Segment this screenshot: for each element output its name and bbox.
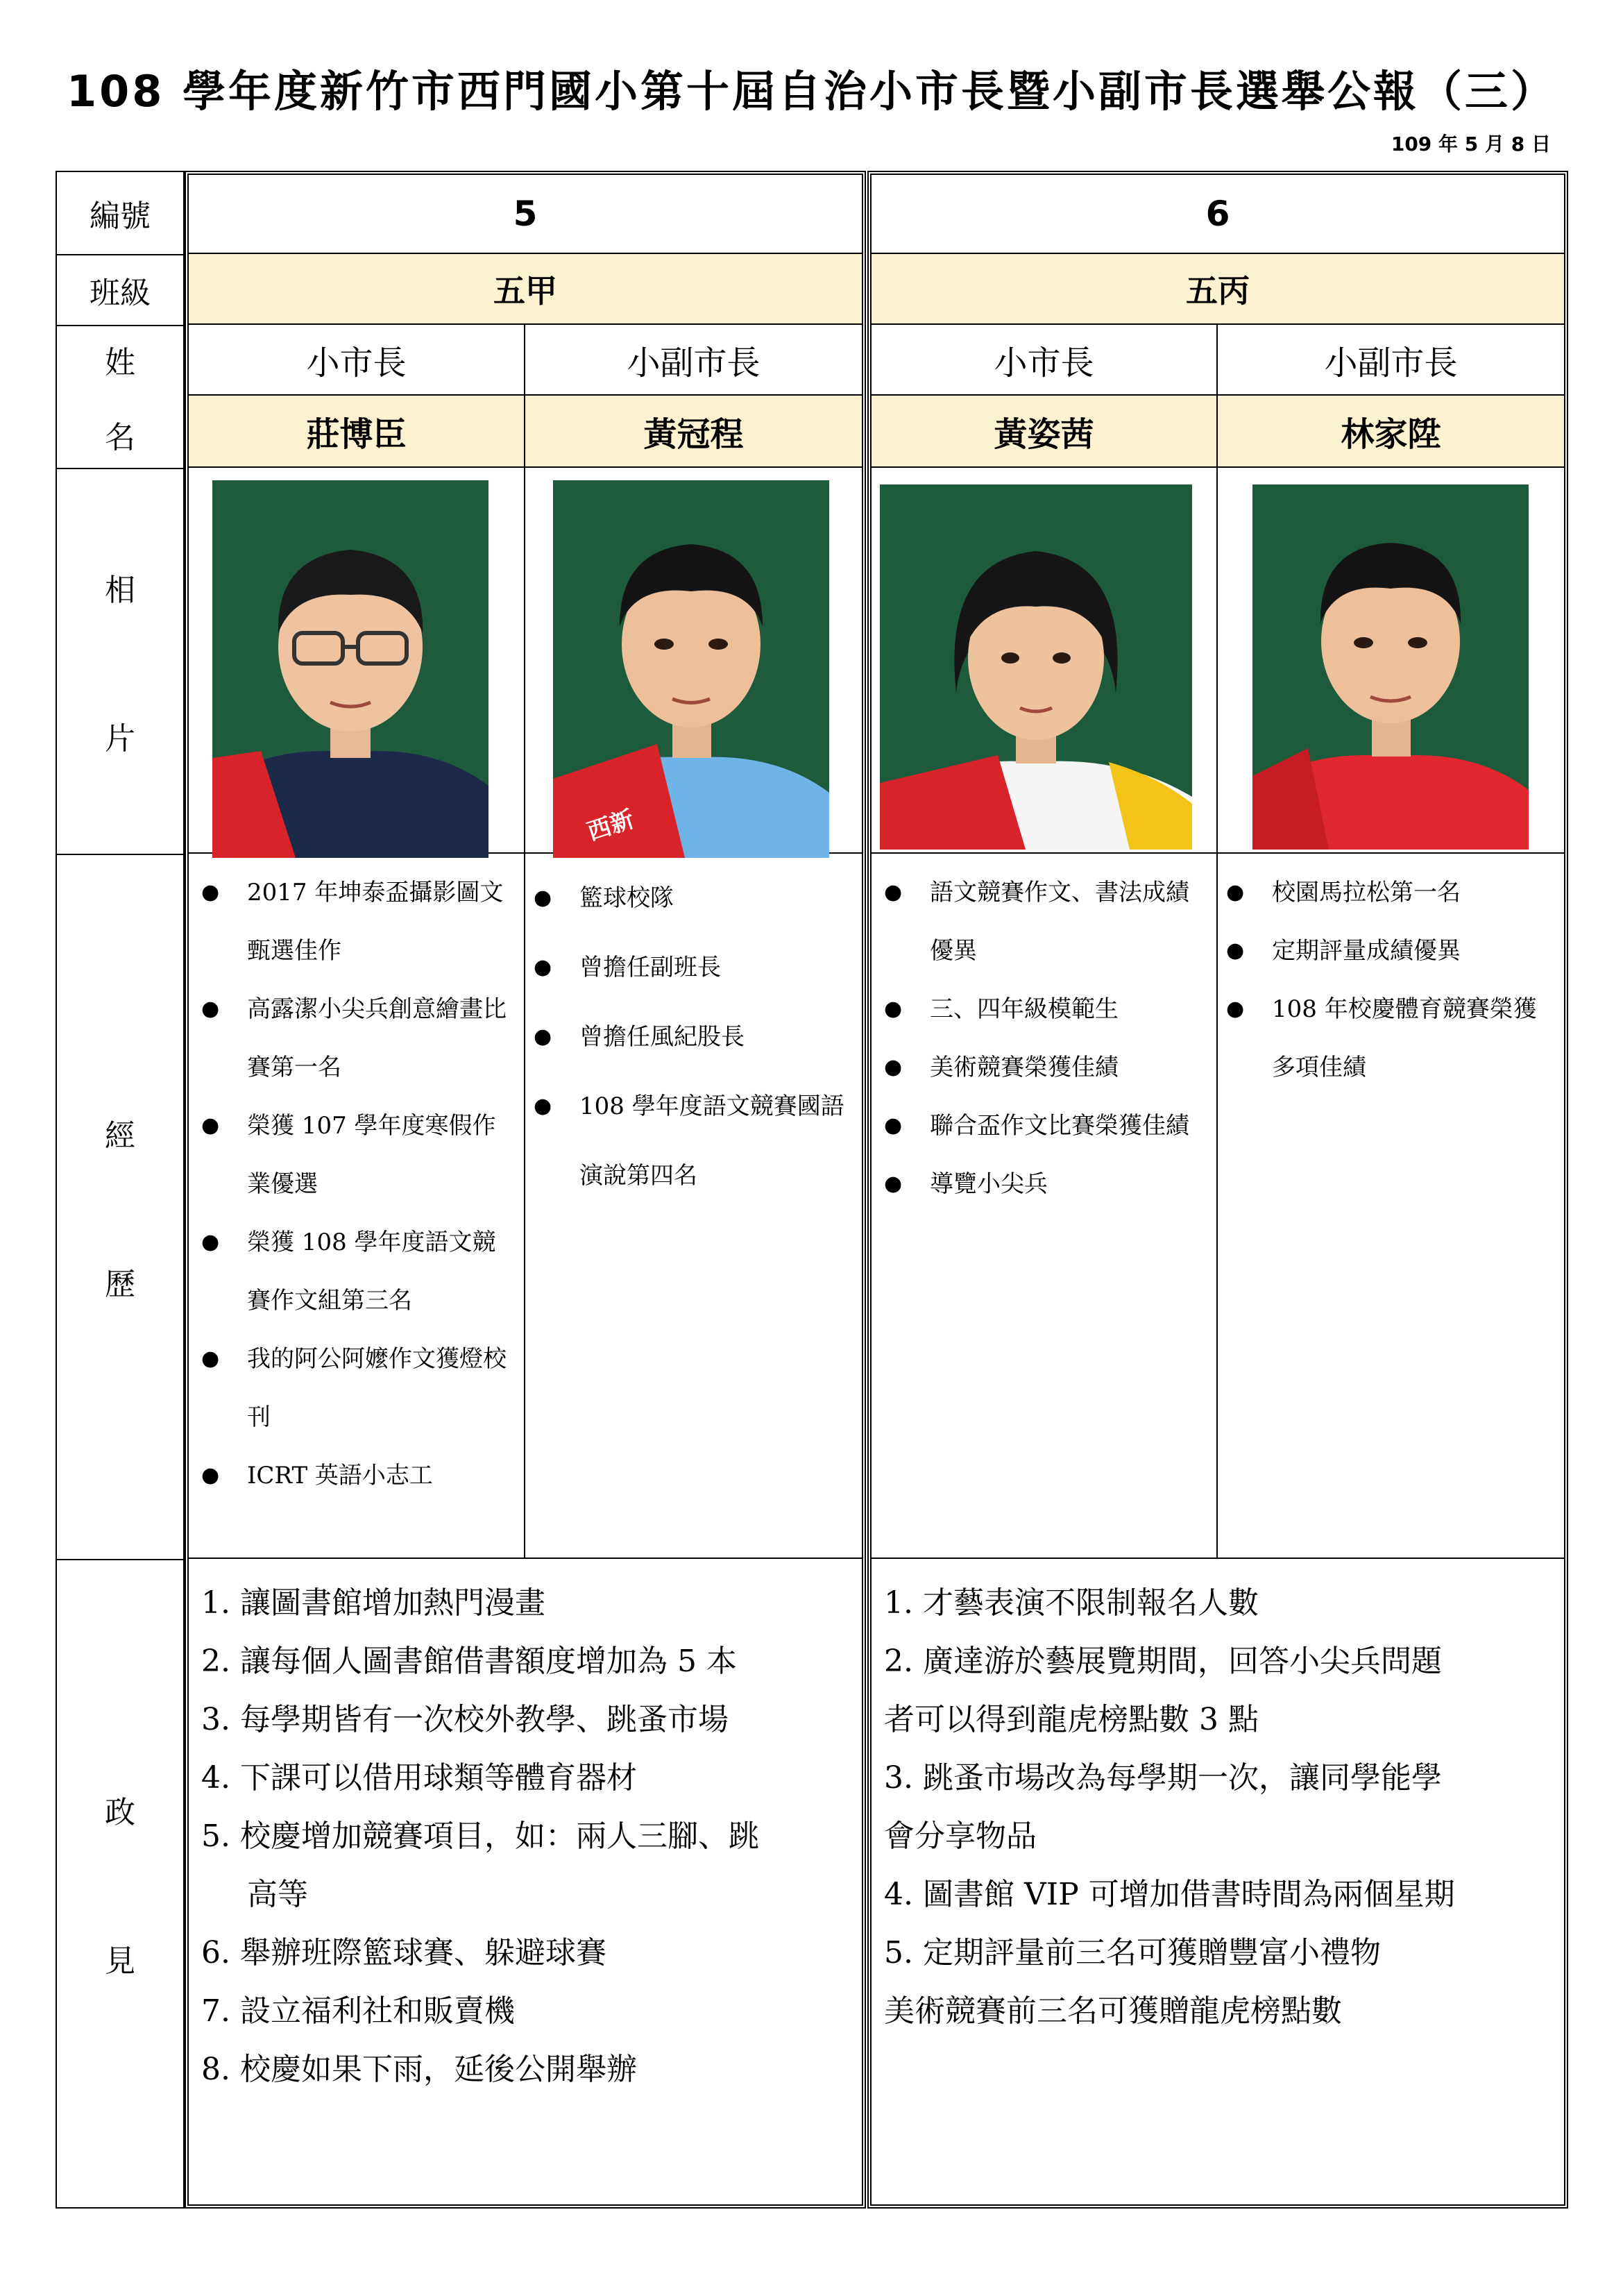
vice-name: 黃冠程 bbox=[643, 414, 744, 454]
policy-list bbox=[872, 1559, 1564, 2041]
portrait-boy-glasses bbox=[212, 480, 488, 858]
mayor-photo bbox=[880, 484, 1192, 850]
policy-line: 2. 讓每個人圖書館借書額度增加為 5 本 bbox=[201, 1644, 737, 1679]
label-class: 班級 bbox=[57, 255, 183, 326]
policy-line: 6. 舉辦班際籃球賽、躲避球賽 bbox=[201, 1935, 606, 1970]
policy-line: 5. 定期評量前三名可獲贈豐富小禮物 bbox=[884, 1935, 1381, 1970]
list-item: ● 榮獲 107 學年度寒假作業優選 bbox=[201, 1097, 517, 1213]
list-item: ● 我的阿公阿嬤作文獲燈校刊 bbox=[201, 1330, 517, 1446]
mayor-photo-cell bbox=[872, 468, 1218, 852]
experience-row bbox=[189, 854, 862, 1559]
list-item: ● 籃球校隊 bbox=[534, 863, 855, 933]
list-item: ● 2017 年坤泰盃攝影圖文甄選佳作 bbox=[201, 863, 517, 980]
name-row bbox=[872, 396, 1564, 468]
list-item: ● 聯合盃作文比賽榮獲佳績 bbox=[884, 1097, 1209, 1155]
vice-name: 林家陞 bbox=[1341, 414, 1441, 454]
portrait-girl-sash bbox=[880, 484, 1192, 850]
policy-line: 美術競賽前三名可獲贈龍虎榜點數 bbox=[884, 1993, 1342, 2029]
role-row bbox=[189, 325, 862, 396]
mayor-experience bbox=[872, 854, 1218, 1558]
list-item: ● 108 學年度語文競賽國語演說第四名 bbox=[534, 1072, 855, 1210]
candidate-class: 五甲 bbox=[189, 254, 862, 325]
label-name: 姓 名 bbox=[57, 326, 183, 469]
vice-photo bbox=[553, 480, 829, 858]
list-item: ● 導覽小尖兵 bbox=[884, 1155, 1209, 1213]
policy-line: 高等 bbox=[247, 1877, 308, 1912]
sash-text: 西新 bbox=[584, 805, 638, 847]
list-item: ● 美術競賽榮獲佳績 bbox=[884, 1038, 1209, 1097]
vice-experience bbox=[1218, 854, 1564, 1558]
mayor-photo bbox=[212, 480, 488, 858]
vice-role-label: 小副市長 bbox=[627, 343, 760, 382]
bulletin-title: 108 學年度新竹市西門國小第十屆自治小市長暨小副市長選舉公報（三） bbox=[66, 66, 1556, 117]
candidate-number: 5 bbox=[189, 175, 862, 254]
policy-line: 2. 廣達游於藝展覽期間，回答小尖兵問題 bbox=[884, 1644, 1442, 1679]
photo-row bbox=[189, 468, 862, 854]
list-item: ● 曾擔任副班長 bbox=[534, 933, 855, 1002]
policy-line: 1. 讓圖書館增加熱門漫畫 bbox=[201, 1585, 545, 1621]
list-item: ● 108 年校慶體育競賽榮獲多項佳績 bbox=[1226, 980, 1557, 1097]
portrait-boy-red bbox=[1252, 484, 1529, 850]
policy-line: 會分享物品 bbox=[884, 1818, 1037, 1854]
candidate-number: 6 bbox=[872, 175, 1564, 254]
role-row bbox=[872, 325, 1564, 396]
mayor-photo-cell bbox=[189, 468, 525, 852]
label-photo: 相 片 bbox=[57, 469, 183, 855]
photo-row bbox=[872, 468, 1564, 854]
list-item: ● 高露潔小尖兵創意繪畫比賽第一名 bbox=[201, 980, 517, 1097]
candidate-block-5 bbox=[185, 171, 866, 2209]
policy-list bbox=[189, 1559, 862, 2099]
policy-line: 8. 校慶如果下雨，延後公開舉辦 bbox=[201, 2052, 637, 2087]
list-item: ● 語文競賽作文、書法成績優異 bbox=[884, 863, 1209, 980]
list-item: ● 曾擔任風紀股長 bbox=[534, 1002, 855, 1072]
list-item: ● 定期評量成績優異 bbox=[1226, 922, 1557, 980]
list-item: ● ICRT 英語小志工 bbox=[201, 1446, 517, 1505]
policy-line: 5. 校慶增加競賽項目，如：兩人三腳、跳 bbox=[201, 1818, 759, 1854]
vice-role-label: 小副市長 bbox=[1324, 343, 1458, 382]
label-policy: 政 見 bbox=[105, 1795, 135, 1979]
vice-photo-cell bbox=[525, 468, 862, 852]
bulletin-date: 109 年 5 月 8 日 bbox=[1391, 133, 1551, 155]
mayor-name: 黃姿茜 bbox=[872, 396, 1218, 466]
label-number: 編號 bbox=[57, 172, 183, 255]
vice-experience bbox=[525, 854, 862, 1558]
name-row bbox=[189, 396, 862, 468]
experience-row bbox=[872, 854, 1564, 1559]
policy-line: 3. 跳蚤市場改為每學期一次，讓同學能學 bbox=[884, 1760, 1442, 1796]
portrait-boy-sash bbox=[553, 480, 829, 858]
list-item: ● 三、四年級模範生 bbox=[884, 980, 1209, 1038]
label-experience: 經 歷 bbox=[57, 855, 183, 1560]
policy-line: 1. 才藝表演不限制報名人數 bbox=[884, 1585, 1259, 1621]
mayor-experience bbox=[189, 854, 525, 1558]
election-table bbox=[56, 171, 1568, 2209]
policy-line: 4. 下課可以借用球類等體育器材 bbox=[201, 1760, 637, 1796]
candidate-block-6 bbox=[867, 171, 1568, 2209]
list-item: ● 校園馬拉松第一名 bbox=[1226, 863, 1557, 922]
policy-line: 者可以得到龍虎榜點數 3 點 bbox=[884, 1702, 1259, 1737]
vice-photo bbox=[1252, 484, 1529, 850]
mayor-role-label: 小市長 bbox=[189, 325, 525, 394]
vice-photo-cell bbox=[1218, 468, 1564, 852]
policy-line: 3. 每學期皆有一次校外教學、跳蚤市場 bbox=[201, 1702, 729, 1737]
candidate-class: 五丙 bbox=[872, 254, 1564, 325]
label-column bbox=[56, 171, 185, 2209]
policy-line: 7. 設立福利社和販賣機 bbox=[201, 1993, 515, 2029]
policy-line: 4. 圖書館 VIP 可增加借書時間為兩個星期 bbox=[884, 1877, 1455, 1912]
mayor-role-label: 小市長 bbox=[872, 325, 1218, 394]
mayor-name: 莊博臣 bbox=[189, 396, 525, 466]
list-item: ● 榮獲 108 學年度語文競賽作文組第三名 bbox=[201, 1213, 517, 1330]
